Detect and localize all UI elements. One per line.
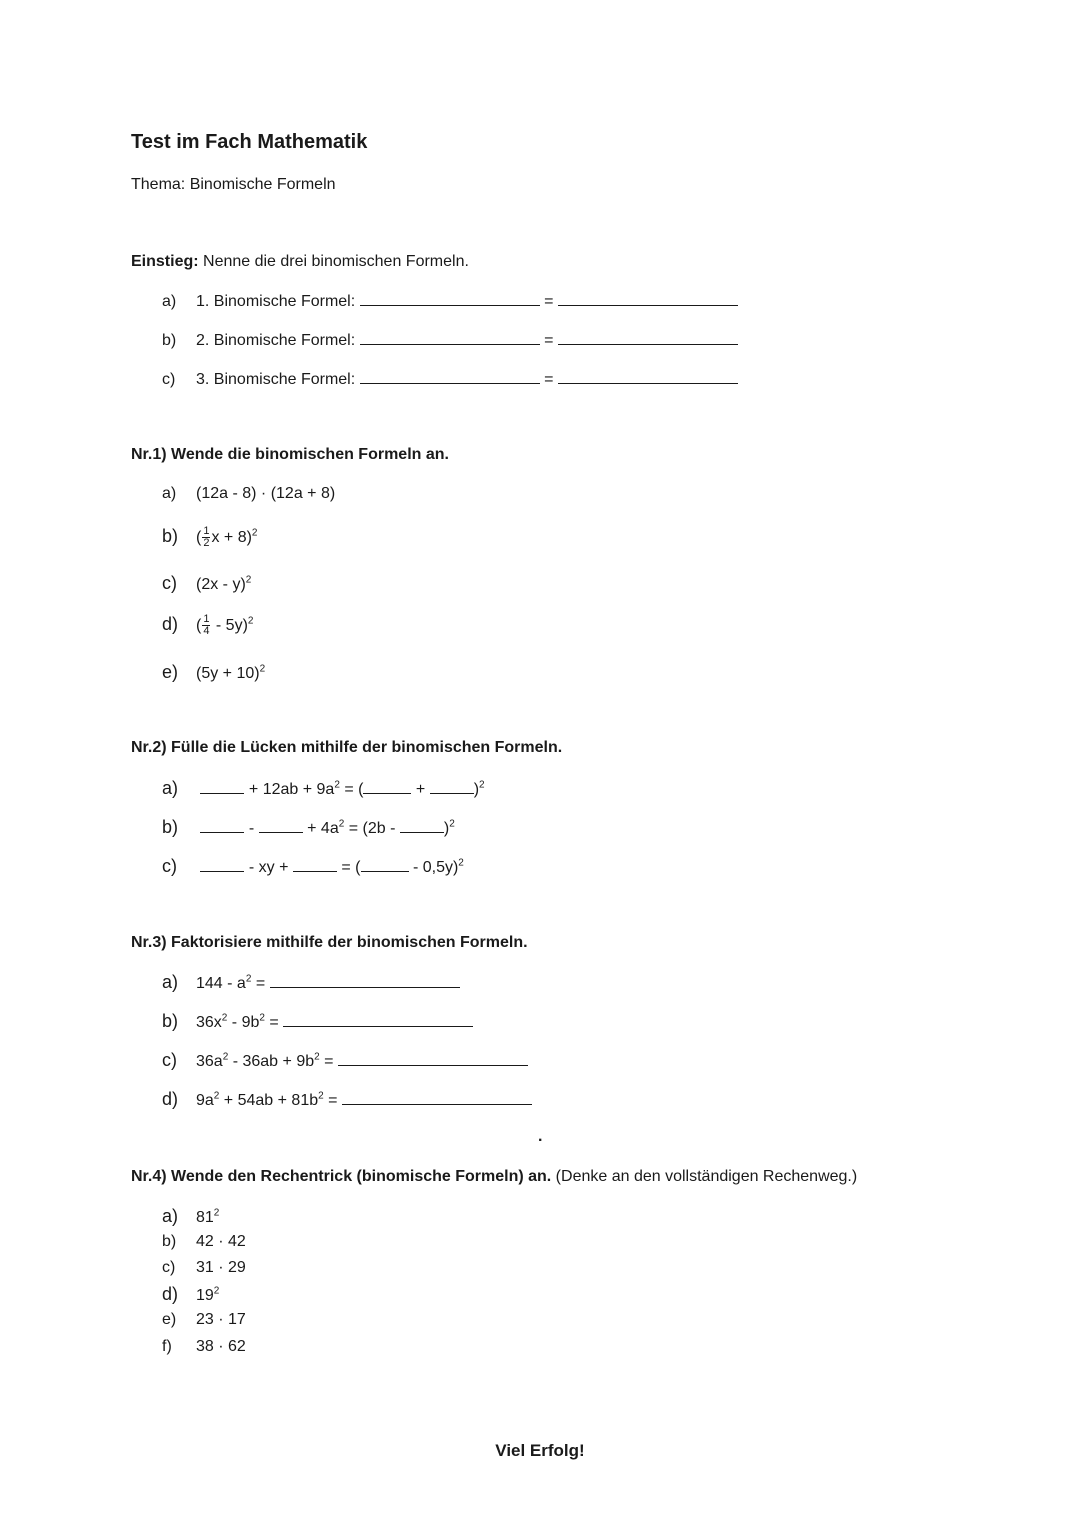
nr4-note: (Denke an den vollständigen Rechenweg.) [551, 1168, 858, 1185]
answer-blank[interactable] [558, 330, 738, 345]
item-letter: e) [162, 1311, 177, 1328]
equals-sign: = [544, 293, 554, 310]
expression: 38 · 62 [196, 1338, 246, 1355]
item-letter: a) [162, 293, 177, 310]
nr1-item-e [162, 662, 265, 683]
gap-blank[interactable] [200, 779, 244, 794]
answer-blank[interactable] [360, 369, 540, 384]
term: + 54ab + 81b [219, 1092, 319, 1109]
item-letter: a) [162, 485, 177, 502]
exponent: 2 [222, 1051, 229, 1063]
item-letter: c) [162, 856, 177, 876]
equals-sign: = [544, 332, 554, 349]
expression: 81 [196, 1209, 214, 1226]
exponent: 2 [213, 1090, 220, 1102]
numerator: 1 [203, 613, 210, 626]
item-letter: b) [162, 1011, 179, 1031]
nr1-item-a [162, 485, 335, 503]
exponent: 2 [338, 818, 345, 830]
term: = [264, 1014, 279, 1031]
exponent: 2 [245, 973, 252, 985]
term: ) [443, 820, 450, 837]
item-letter: d) [162, 1284, 179, 1304]
expression: (12a - 8) · (12a + 8) [196, 485, 336, 502]
item-letter: b) [162, 526, 179, 546]
exponent: 2 [245, 574, 252, 586]
item-letter: c) [162, 371, 176, 388]
paren: ( [196, 529, 202, 546]
gap-blank[interactable] [259, 818, 303, 833]
gap-blank[interactable] [363, 779, 411, 794]
gap-blank[interactable] [293, 857, 337, 872]
answer-blank[interactable] [338, 1051, 528, 1066]
nr4-heading-text: Nr.4) Wende den Rechentrick (binomische Formeln) an. [131, 1168, 552, 1185]
exponent: 2 [251, 527, 258, 539]
item-text: 2. Binomische Formel: [196, 332, 356, 349]
item-letter: b) [162, 1233, 177, 1250]
gap-blank[interactable] [400, 818, 444, 833]
einstieg-item-a [162, 291, 738, 311]
fraction [202, 614, 210, 637]
exponent: 2 [314, 1051, 320, 1063]
equals-sign: = [544, 371, 554, 388]
gap-blank[interactable] [361, 857, 409, 872]
einstieg-item-c [162, 369, 738, 389]
answer-blank[interactable] [558, 291, 738, 306]
exponent: 2 [213, 1285, 220, 1297]
denominator: 4 [203, 625, 210, 638]
exponent: 2 [318, 1090, 324, 1102]
answer-blank[interactable] [283, 1012, 473, 1027]
item-letter: b) [162, 332, 177, 349]
numerator: 1 [203, 525, 210, 538]
gap-blank[interactable] [430, 779, 474, 794]
einstieg-heading [131, 253, 469, 271]
item-text: 3. Binomische Formel: [196, 371, 356, 388]
term: - 0,5y) [412, 859, 459, 876]
nr4-heading [131, 1168, 857, 1186]
exponent: 2 [259, 1012, 265, 1024]
expression: 19 [196, 1287, 214, 1304]
gap-blank[interactable] [200, 818, 244, 833]
nr1-heading [131, 446, 449, 464]
item-letter: c) [162, 573, 177, 593]
nr1-item-d [162, 614, 253, 637]
expression [196, 525, 258, 550]
nr1-item-b [162, 526, 257, 549]
term: - xy + [248, 859, 289, 876]
expression: 42 · 42 [196, 1233, 246, 1250]
exponent: 2 [259, 663, 266, 675]
nr3-item-b [162, 1011, 473, 1032]
term: ) [473, 781, 480, 798]
expression-rest: x + 8) [211, 529, 252, 546]
item-letter: c) [162, 1259, 176, 1276]
exponent: 2 [449, 818, 455, 830]
denominator: 2 [203, 537, 210, 550]
nr2-heading-text: Nr.2) Fülle die Lücken mithilfe der binomischen Formeln. [131, 739, 563, 756]
exponent: 2 [479, 779, 485, 791]
nr4-item-d [162, 1284, 219, 1305]
item-letter: a) [162, 972, 179, 992]
item-text: 1. Binomische Formel: [196, 293, 356, 310]
nr4-item-b [162, 1233, 246, 1251]
item-letter: a) [162, 1206, 179, 1226]
page-title: Test im Fach Mathematik [131, 131, 368, 153]
nr1-item-c [162, 573, 251, 594]
item-letter: f) [162, 1338, 172, 1355]
exponent: 2 [334, 779, 340, 791]
nr4-item-f [162, 1338, 246, 1356]
nr4-item-a [162, 1206, 219, 1227]
nr3-heading [131, 934, 528, 952]
expression: (2x - y) [196, 576, 246, 593]
einstieg-text: Nenne die drei binomischen Formeln. [198, 253, 469, 270]
term: + 12ab + 9a [248, 781, 335, 798]
item-letter: c) [162, 1050, 177, 1070]
term: = [251, 975, 266, 992]
term: = [319, 1053, 334, 1070]
answer-blank[interactable] [558, 369, 738, 384]
nr4-item-c [162, 1259, 246, 1277]
answer-blank[interactable] [360, 291, 540, 306]
nr2-heading [131, 739, 562, 757]
item-letter: a) [162, 778, 179, 798]
answer-blank[interactable] [342, 1090, 532, 1105]
nr2-item-a [162, 778, 485, 799]
term: = ( [341, 859, 361, 876]
term: 144 - a [196, 975, 246, 992]
subtitle: Thema: Binomische Formeln [131, 176, 336, 193]
term: - 9b [227, 1014, 260, 1031]
nr2-item-c [162, 856, 464, 877]
term: - [248, 820, 255, 837]
term: 36x [196, 1014, 222, 1031]
nr3-item-d [162, 1089, 532, 1110]
nr3-item-c [162, 1050, 528, 1071]
term: 9a [196, 1092, 214, 1109]
exponent: 2 [221, 1012, 228, 1024]
term: = [323, 1092, 338, 1109]
einstieg-item-b [162, 330, 738, 350]
nr3-item-a [162, 972, 460, 993]
term: + [415, 781, 426, 798]
paren: ( [196, 617, 202, 634]
footer-message: Viel Erfolg! [495, 1441, 585, 1460]
item-letter: d) [162, 1089, 179, 1109]
fraction [202, 526, 210, 549]
item-letter: b) [162, 817, 179, 837]
gap-blank[interactable] [200, 857, 244, 872]
nr4-item-e [162, 1311, 246, 1329]
expression: 23 · 17 [196, 1311, 246, 1328]
nr2-item-b [162, 817, 455, 838]
expression: (5y + 10) [196, 665, 260, 682]
term: = ( [339, 781, 364, 798]
item-letter: d) [162, 614, 179, 634]
expression-rest: - 5y) [211, 617, 248, 634]
separator-dot: . [538, 1128, 543, 1145]
expression [196, 613, 254, 638]
nr3-heading-text: Nr.3) Faktorisiere mithilfe der binomischen Formeln. [131, 934, 528, 951]
exponent: 2 [458, 857, 464, 869]
term: = (2b - [344, 820, 396, 837]
einstieg-label: Einstieg: [131, 253, 199, 270]
exponent: 2 [213, 1207, 220, 1219]
expression: 31 · 29 [196, 1259, 246, 1276]
term: - 36ab + 9b [228, 1053, 315, 1070]
term: 36a [196, 1053, 223, 1070]
exponent: 2 [247, 615, 254, 627]
term: + 4a [307, 820, 339, 837]
nr1-heading-text: Nr.1) Wende die binomischen Formeln an. [131, 446, 449, 463]
answer-blank[interactable] [270, 973, 460, 988]
item-letter: e) [162, 662, 179, 682]
answer-blank[interactable] [360, 330, 540, 345]
